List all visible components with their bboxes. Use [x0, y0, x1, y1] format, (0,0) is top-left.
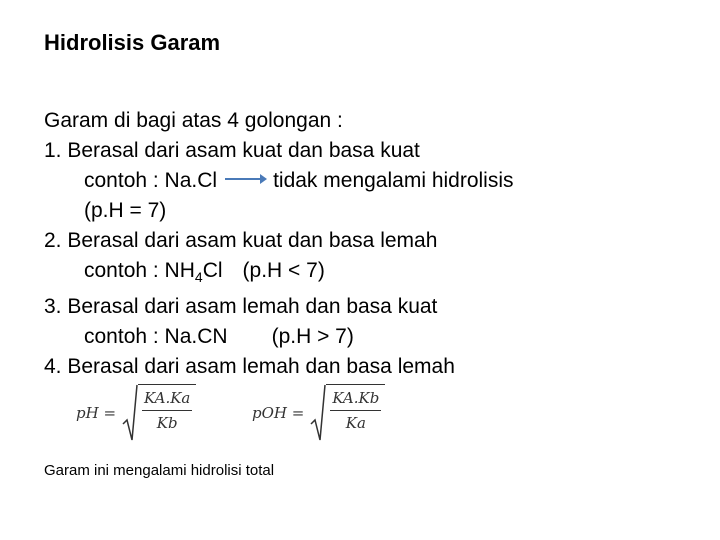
item-1-example: contoh : Na.Cl	[84, 169, 218, 192]
item-1-example-line	[44, 166, 514, 196]
formula-ph-fraction	[138, 384, 196, 442]
formula-ph-sqrt	[122, 384, 196, 442]
square-root-icon	[122, 384, 138, 442]
arrow-right-icon	[225, 178, 265, 180]
item-1-result: tidak mengalami hidrolisis	[273, 169, 514, 192]
formula-ph-denominator: Kb	[156, 414, 178, 432]
item-3-example: contoh : Na.CN	[84, 325, 228, 349]
formula-poh	[252, 384, 385, 442]
item-1-heading: 1. Berasal dari asam kuat dan basa kuat	[44, 139, 420, 162]
formula-poh-sqrt	[310, 384, 385, 442]
item-2-ph: (p.H < 7)	[242, 259, 325, 282]
formula-ph-numerator: KA.Ka	[142, 387, 192, 411]
item-3-heading: 3. Berasal dari asam lemah dan basa kuat	[44, 295, 438, 319]
formula-ph	[76, 384, 196, 442]
item-4-heading: 4. Berasal dari asam lemah dan basa lemah	[44, 355, 455, 379]
formula-poh-numerator: KA.Kb	[330, 387, 381, 411]
content-block	[44, 106, 514, 382]
item-3-ph: (p.H > 7)	[271, 325, 354, 349]
footer-note: Garam ini mengalami hidrolisi total	[44, 462, 275, 479]
item-2-example-line	[44, 256, 514, 292]
intro-text: Garam di bagi atas 4 golongan :	[44, 109, 343, 132]
item-2-example: contoh : $NH_4Cl$	[84, 259, 223, 286]
formula-poh-denominator: Ka	[345, 414, 366, 432]
formula-poh-fraction	[326, 384, 385, 442]
square-root-icon	[310, 384, 326, 442]
item-2-heading: 2. Berasal dari asam kuat dan basa lemah	[44, 229, 438, 252]
item-3-example-line	[44, 322, 514, 352]
item-1-ph: (p.H = 7)	[84, 199, 167, 222]
page-title: Hidrolisis Garam	[44, 30, 221, 55]
formula-poh-lhs: pOH =	[252, 404, 305, 422]
formula-ph-lhs: pH =	[76, 404, 117, 422]
